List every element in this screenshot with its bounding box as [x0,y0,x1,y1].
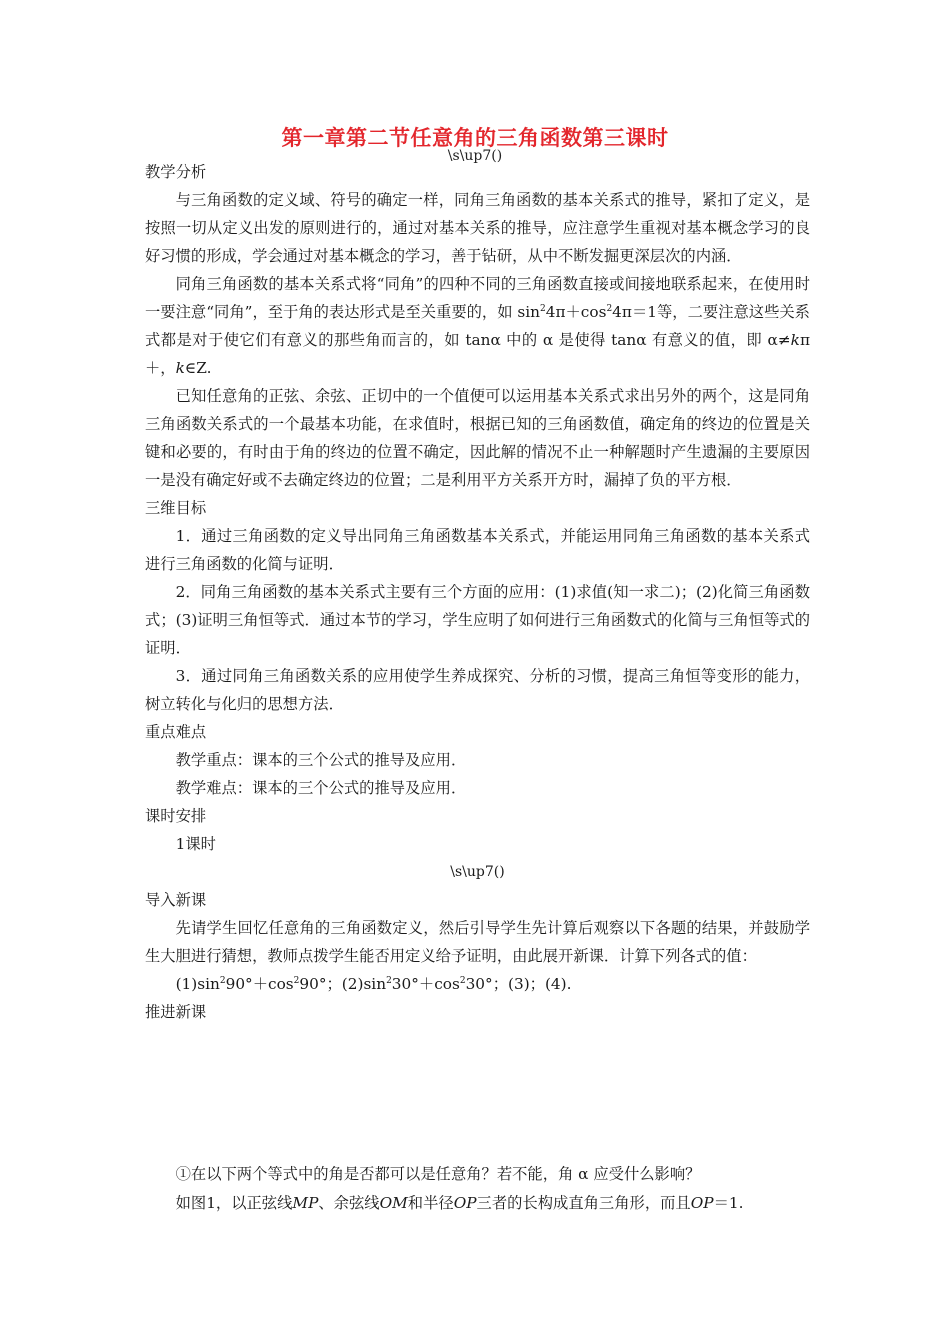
section-heading-goals: 三维目标 [145,499,207,517]
section-heading-intro: 导入新课 [145,891,207,909]
goal-item-3: 3．通过同角三角函数关系的应用使学生养成探究、分析的习惯，提高三角恒等变形的能力，树立转化与化归的思想方法． [145,667,810,713]
goal-item-2: 2．同角三角函数的基本关系式主要有三个方面的应用：(1)求值(知一求二)；(2)化简三角函数式；(3)证明三角恒等式．通过本节的学习，学生应明了如何进行三角函数式的化简与三角恒等式的证明． [145,583,810,657]
analysis-paragraph-2: 同角三角函数的基本关系式将“同角”的四种不同的三角函数直接或间接地联系起来，在使用时一要注意“同角”，至于角的表达形式是至关重要的，如 $\sin^24\pi+\cos^24\pi=1$等，二要注意这些关系式都是对于使它们有意义的那些角而言的，如 tanα 中的 α 是使得 tanα 有意义的值，即 α≠kπ＋，k∈Z. [145,275,810,377]
section-heading-key: 重点难点 [145,723,207,741]
calc-expressions: $(1)\sin^290^\circ+\cos^290^\circ$；$(2)\sin^230^\circ+\cos^230^\circ$；(3)；(4). [175,975,572,993]
goal-item-1: 1．通过三角函数的定义导出同角三角函数基本关系式，并能运用同角三角函数的基本关系式进行三角函数的化简与证明． [145,527,810,573]
analysis-paragraph-1: 与三角函数的定义域、符号的确定一样，同角三角函数的基本关系式的推导，紧扣了定义，是按照一切从定义出发的原则进行的，通过对基本关系的推导，应注意学生重视对基本概念学习的良好习惯的形成，学会通过对基本概念的学习，善于钻研，从中不断发掘更深层次的内涵． [145,191,810,265]
question-1: ①在以下两个等式中的角是否都可以是任意角？若不能，角 α 应受什么影响？ [175,1165,701,1183]
intro-paragraph: 先请学生回忆任意角的三角函数定义，然后引导学生先计算后观察以下各题的结果，并鼓励学生大胆进行猜想，教师点拨学生能否用定义给予证明，由此展开新课．计算下列各式的值： [145,919,810,965]
figure-description: 如图1，以正弦线MP、余弦线OM和半径OP三者的长构成直角三角形，而且OP＝1. [175,1194,744,1212]
section-heading-analysis: 教学分析 [145,163,207,181]
section-heading-schedule: 课时安排 [145,807,207,825]
main-content [145,158,810,1026]
difficult-point: 教学难点：课本的三个公式的推导及应用． [175,779,467,797]
schedule-value: 1课时 [175,835,216,853]
field-code-2: \s\up7() [450,864,505,880]
section-heading-advance: 推进新课 [145,1003,207,1021]
advance-content [145,1160,810,1218]
analysis-paragraph-3: 已知任意角的正弦、余弦、正切中的一个值便可以运用基本关系式求出另外的两个，这是同角三角函数关系式的一个最基本功能，在求值时，根据已知的三角函数值，确定角的终边的位置是关键和必要的，有时由于角的终边的位置不确定，因此解的情况不止一种解题时产生遗漏的主要原因一是没有确定好或不去确定终边的位置；二是利用平方关系开方时，漏掉了负的平方根． [145,387,810,489]
key-point: 教学重点：课本的三个公式的推导及应用． [175,751,467,769]
field-code: \s\up7() [447,148,503,164]
document-title: 第一章第二节任意角的三角函数第三课时 [281,125,669,150]
